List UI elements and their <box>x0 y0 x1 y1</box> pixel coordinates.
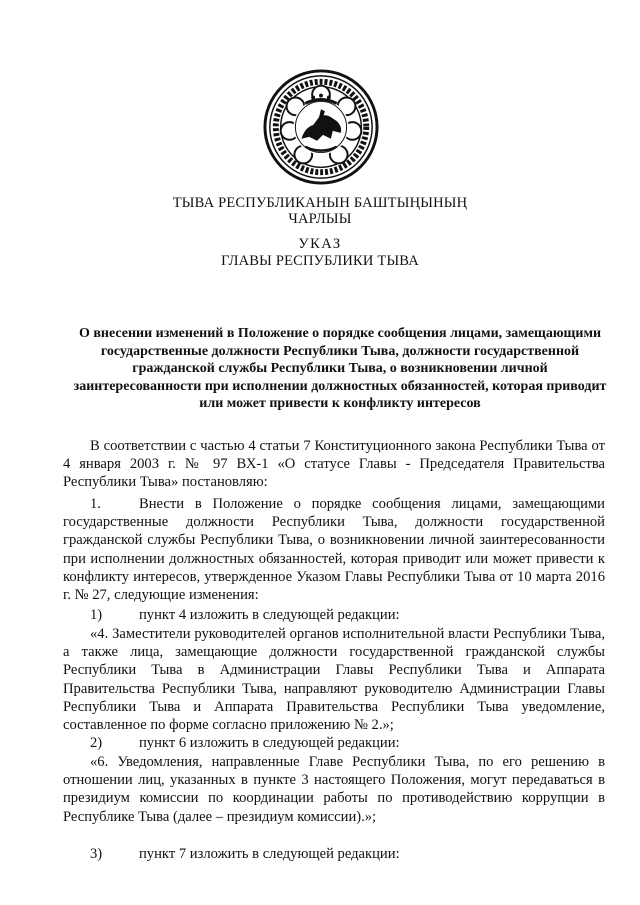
tyva-coat-of-arms-icon <box>262 68 380 186</box>
document-issuer: ГЛАВЫ РЕСПУБЛИКИ ТЫВА <box>221 253 419 269</box>
header-tyva-line-2: ЧАРЛЫЫ <box>288 211 352 227</box>
subitem-3-text: пункт 7 изложить в следующей редакции: <box>139 846 400 862</box>
subitem-2-paragraph <box>63 734 605 752</box>
subitem-3-paragraph <box>63 845 605 863</box>
document-title: О внесении изменений в Положение о порядке сообщения лицами, замещающими государственные должности Республики Тыва, должности государственной гражданской службы Республики Тыва, о возникновении личной заинтересованности при исполнении должностных обязанностей, которая приводит или может привести к конфликту интересов <box>73 326 607 411</box>
preamble-paragraph: В соответствии с частью 4 статьи 7 Конституционного закона Республики Тыва от 4 января 2003 г. № 97 ВХ-1 «О статусе Главы - Председателя Правительства Республики Тыва» постановляю: <box>63 438 605 491</box>
subitem-1-text: пункт 4 изложить в следующей редакции: <box>139 607 400 623</box>
subitem-3-number: 3) <box>90 846 103 862</box>
item-1-number: 1. <box>90 496 101 512</box>
subitem-2-number: 2) <box>90 735 103 751</box>
document-type: УКАЗ <box>298 236 342 252</box>
subitem-1-number: 1) <box>90 607 103 623</box>
item-1-text: Внести в Положение о порядке сообщения лицами, замещающими государственные должности Республики Тыва, должности государственной гражданской службы Республики Тыва, о возникновении личной заинтересованности при исполнении должностных обязанностей, которая приводит или может привести к конфликту интересов, утвержденное Указом Главы Республики Тыва от 10 марта 2016 г. № 27, следующие изменения: <box>63 496 605 604</box>
subitem-1-paragraph <box>63 606 605 624</box>
header-tyva-line-1: ТЫВА РЕСПУБЛИКАНЫН БАШТЫҢЫНЫҢ <box>172 195 468 211</box>
quote-2-paragraph: «6. Уведомления, направленные Главе Республики Тыва, по его решению в отношении лиц, указанных в пункте 3 настоящего Положения, могут передаваться в президиум комиссии по координации работы по противодействию коррупции в Республике Тыва (далее – президиум комиссии).»; <box>63 754 605 825</box>
quote-1-paragraph: «4. Заместители руководителей органов исполнительной власти Республики Тыва, а также лица, замещающие должности государственной гражданской службы Республики Тыва в Администрации Главы Республики Тыва и Аппарата Правительства Республики Тыва, направляют руководителю Администрации Главы Республики Тыва и Аппарата Правительства Республики Тыва уведомление, составленное по форме согласно приложению № 2.»; <box>63 626 605 734</box>
item-1-paragraph <box>63 495 605 604</box>
subitem-2-text: пункт 6 изложить в следующей редакции: <box>139 735 400 751</box>
